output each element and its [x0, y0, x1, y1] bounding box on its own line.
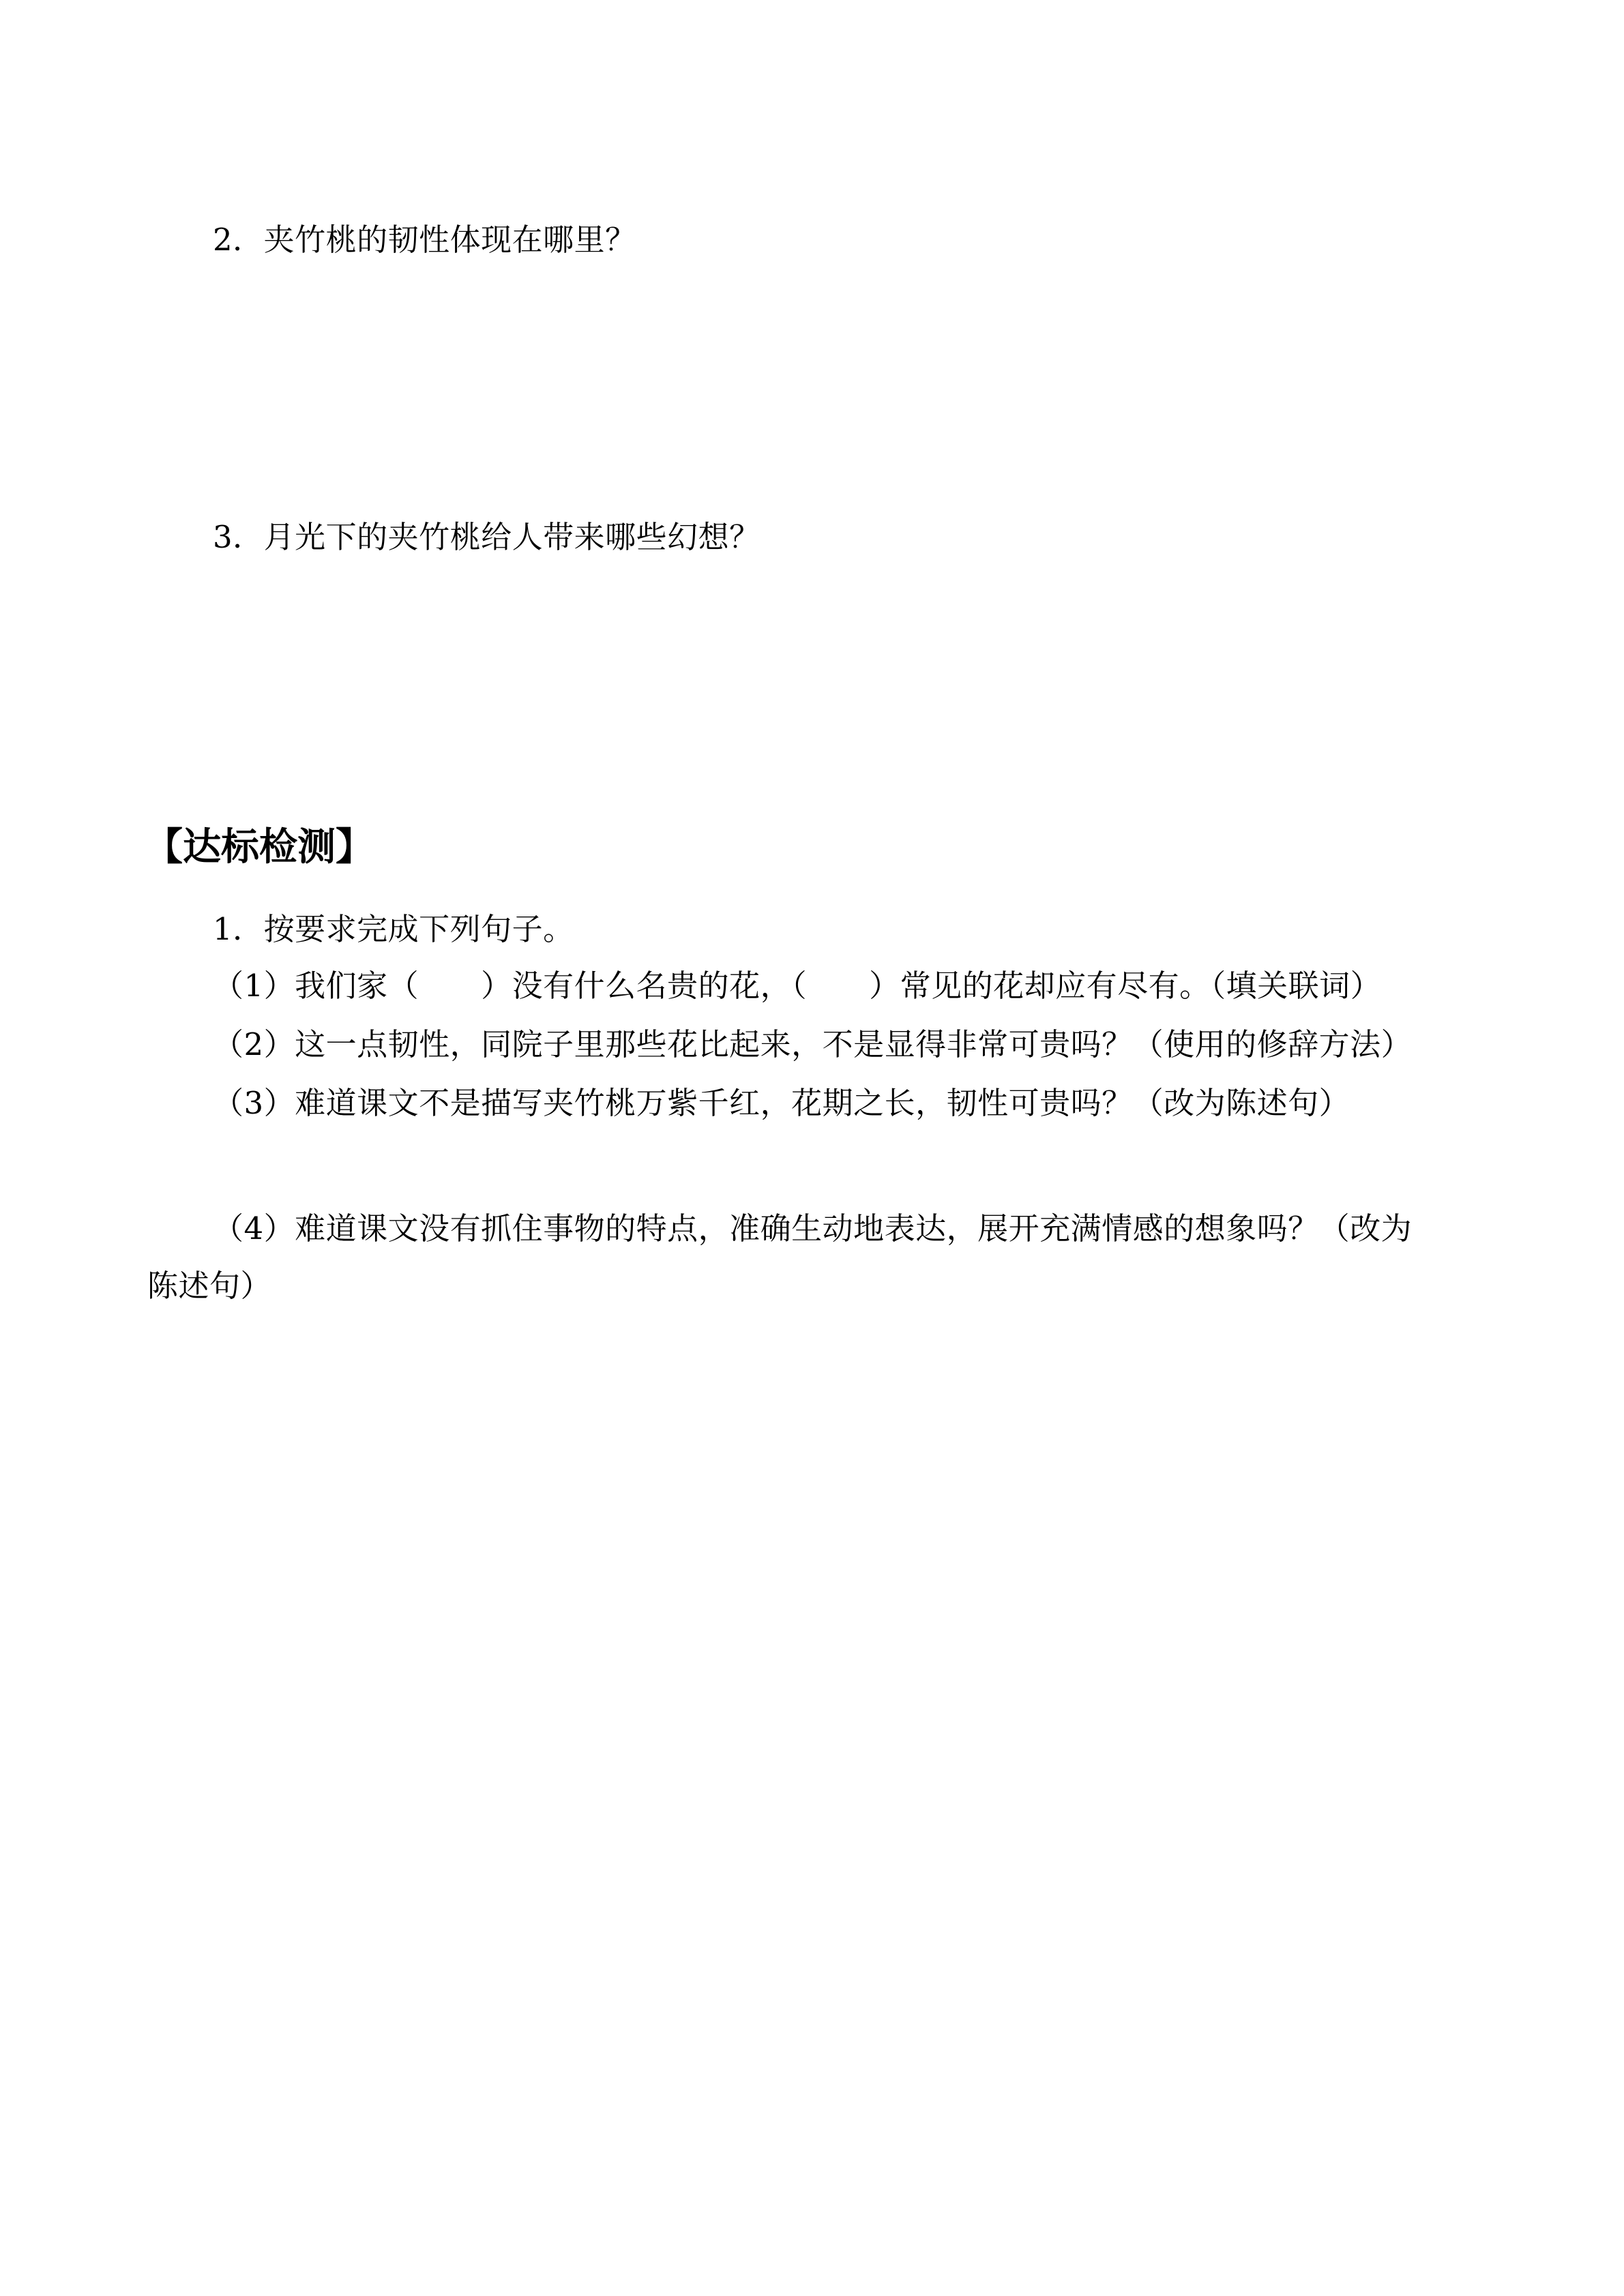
exercise-1-sub-4-line-2: 陈述句）: [147, 1268, 272, 1304]
exercise-1-sub-3: （3）难道课文不是描写夹竹桃万紫千红，花期之长，韧性可贵吗？（改为陈述句）: [213, 1085, 1350, 1121]
exercise-1: 1．按要求完成下列句子。: [213, 911, 574, 947]
exercise-1-sub-4-line-1: （4）难道课文没有抓住事物的特点，准确生动地表达，展开充满情感的想象吗？（改为: [213, 1210, 1413, 1247]
question-3: 3．月光下的夹竹桃给人带来哪些幻想？: [213, 519, 761, 555]
exercise-1-sub-2: （2）这一点韧性，同院子里那些花比起来，不是显得非常可贵吗？（使用的修辞方法）: [213, 1026, 1413, 1062]
exercise-1-sub-1: （1）我们家（ ）没有什么名贵的花，（ ）常见的花却应有尽有。（填关联词）: [213, 968, 1382, 1004]
question-2: 2．夹竹桃的韧性体现在哪里？: [213, 222, 636, 258]
section-title: 【达标检测】: [145, 825, 374, 869]
